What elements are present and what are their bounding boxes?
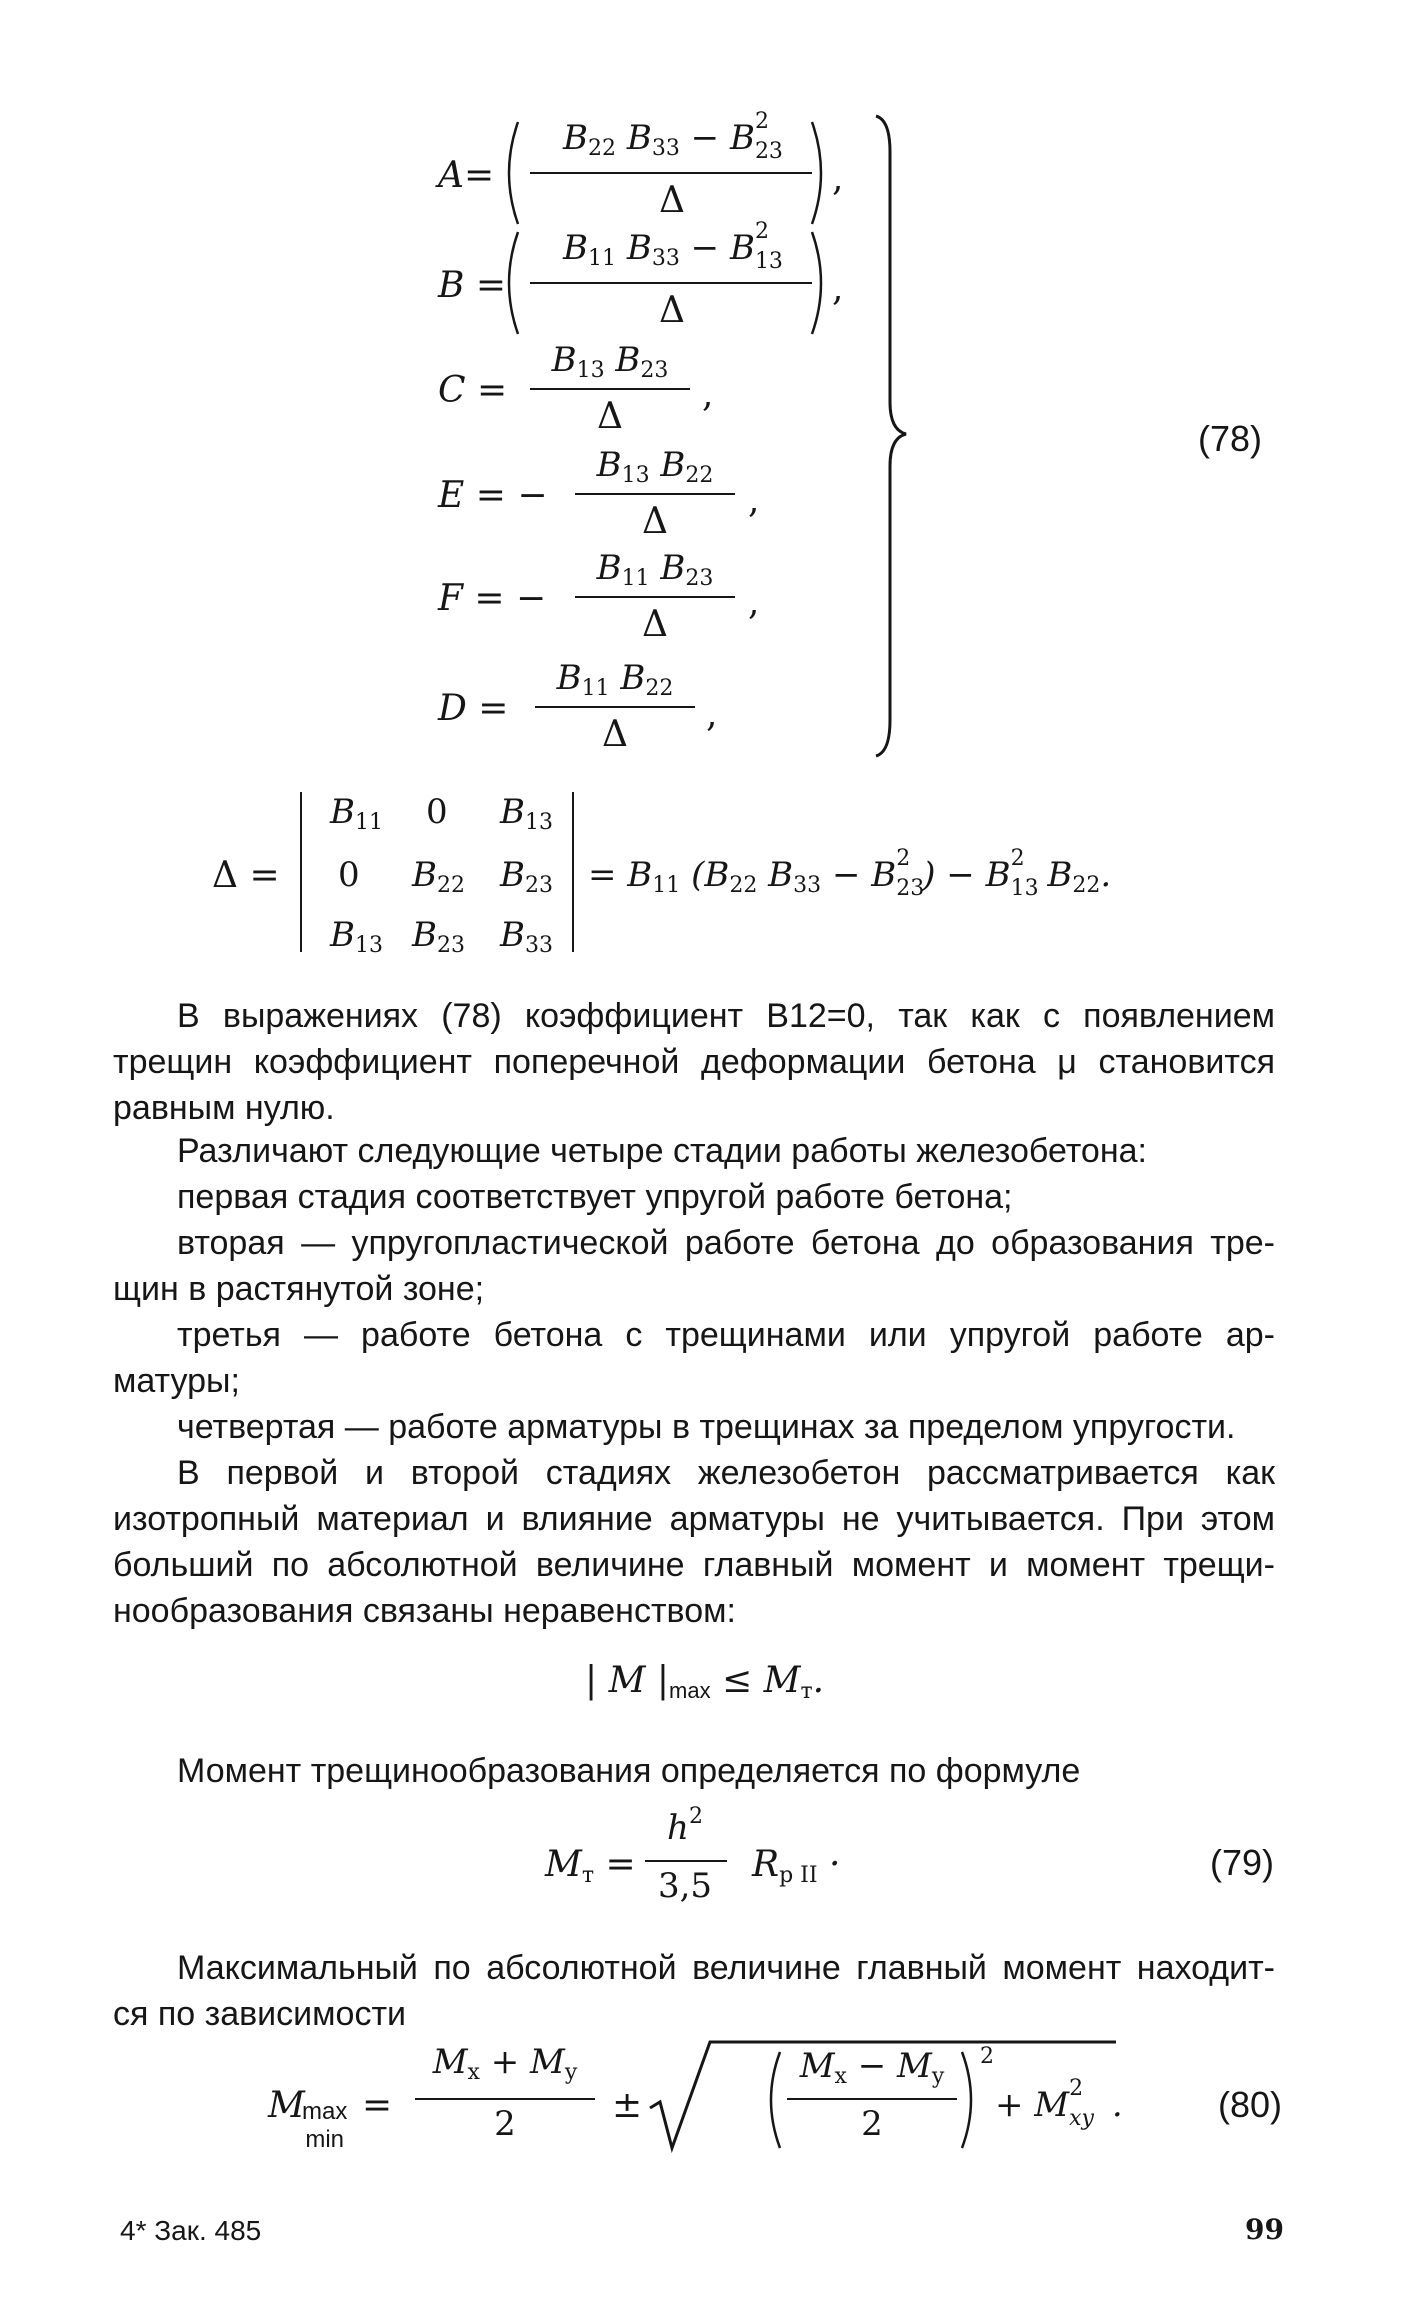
fraction-bar (415, 2098, 595, 2100)
page-number: 99 (1245, 2213, 1284, 2246)
det-cell: $B_{13}$ (330, 915, 383, 958)
fraction-bar (535, 706, 695, 708)
det-cell: $B_{23}$ (500, 855, 553, 898)
paragraph-moment: Момент трещинообразования определяется по формуле (177, 1752, 1081, 1790)
paragraph-stage-3: третья — работе бетона с трещинами или упругой работе ар- матуры; (113, 1316, 1275, 1400)
fraction-bar (530, 388, 690, 390)
paren-right (958, 2048, 982, 2152)
plus-minus: ± (612, 2085, 643, 2126)
eq78-num-b: $B_{11}$ $B_{33} - B$ 2 13 (563, 219, 783, 274)
eq78-lhs-b: B = (438, 265, 507, 306)
det-cell: 0 (426, 792, 448, 832)
paragraph-isotropic: В первой и второй стадиях железобетон рассматривается как изотропный материал и влияние арматуры не учитывается. При этом больший по абсолютной величине главный момент и момент трещи- нообразования связаны неравенством: (113, 1454, 1275, 1630)
eq80-tail: + M 2 xy . (995, 2076, 1123, 2131)
fraction-bar (787, 2098, 957, 2100)
paren-left (498, 118, 522, 228)
fraction-bar (575, 596, 735, 598)
eq78-lhs-a: A= (438, 155, 495, 196)
eq78-num-a: $B_{22}$ $B_{33} - B$ 2 23 (563, 109, 783, 164)
det-cell: $B_{13}$ (500, 792, 553, 835)
paren-right (808, 228, 832, 338)
det-cell: $B_{22}$ (412, 855, 465, 898)
eq78-lhs-e: E = − (438, 475, 548, 516)
eq78-num-c: $B_{13}$ $B_{23}$ (551, 340, 669, 383)
paragraph-stage-1: первая стадия соответствует упругой работе бетона; (177, 1178, 1013, 1216)
det-cell: $B_{23}$ (412, 915, 465, 958)
eq78-lhs-f: F = − (438, 578, 547, 619)
eq80-numerator: $M_x + M_y$ (432, 2042, 578, 2085)
eq79-numerator: $h^2$ (667, 1804, 703, 1848)
fraction-bar (575, 493, 735, 495)
eq78-lhs-d: D = (438, 688, 509, 729)
paragraph-stage-4: четвертая — работе арматуры в трещинах за пределом упругости. (177, 1408, 1236, 1446)
paren-right (808, 118, 832, 228)
determinant-bar-left (300, 792, 302, 952)
determinant-bar-right (572, 792, 574, 952)
equation-number-80: (80) (1218, 2084, 1283, 2125)
equation-number-78: (78) (1198, 418, 1263, 459)
equation-number-79: (79) (1210, 1842, 1275, 1883)
eq78-lhs-c: C = (438, 370, 508, 411)
paragraph-max-moment: Максимальный по абсолютной величине главный момент находит- ся по зависимости (113, 1949, 1275, 2033)
paragraph-stages-intro: Различают следующие четыре стадии работы железобетона: (177, 1132, 1147, 1170)
paren-left (498, 228, 522, 338)
det-cell: $B_{33}$ (500, 915, 553, 958)
fraction-bar (645, 1860, 727, 1862)
eq78-num-e: $B_{13}$ $B_{22}$ (596, 445, 714, 488)
eq78-num-f: $B_{11}$ $B_{23}$ (596, 548, 714, 591)
footer-order-number: 4* Зак. 485 (120, 2215, 262, 2246)
inequality: | M $|_{max} \le M_т$. (585, 1660, 825, 1704)
determinant-lhs: Δ = (212, 855, 280, 896)
eq78-den-a: Δ (659, 180, 685, 221)
paragraph-stage-2: вторая — упругопластической работе бетона до образования тре- щин в растянутой зоне; (113, 1224, 1275, 1308)
eq80-inner-numerator: $M_x - M_y$ (799, 2046, 945, 2089)
eq80-lhs-subscripts: max min (302, 2098, 348, 2153)
fraction-bar (530, 282, 812, 284)
eq79-denominator: 3,5 (657, 1866, 713, 1906)
paren-left (760, 2048, 784, 2152)
right-brace (872, 112, 912, 762)
eq78-num-d: $B_{11}$ $B_{22}$ (556, 658, 674, 701)
eq79-lhs: $M_т$ = (545, 1844, 636, 1888)
det-cell: 0 (338, 855, 360, 895)
fraction-bar (530, 172, 812, 174)
det-cell: $B_{11}$ (330, 792, 383, 835)
paragraph-coefficient: В выражениях (78) коэффициент B12=0, так как с появлением трещин коэффициент поперечной деформации бетона μ становится равным нулю. (113, 997, 1275, 1127)
determinant-rhs: = $B_{11}$ ($B_{22}$ $B_{33} - B$ 2 23 ) − B 2 13 $B_{22}$. (588, 846, 1112, 901)
eq79-rhs: $R_{p II}$ · (752, 1844, 841, 1888)
eq80-lhs: M (268, 2085, 305, 2126)
